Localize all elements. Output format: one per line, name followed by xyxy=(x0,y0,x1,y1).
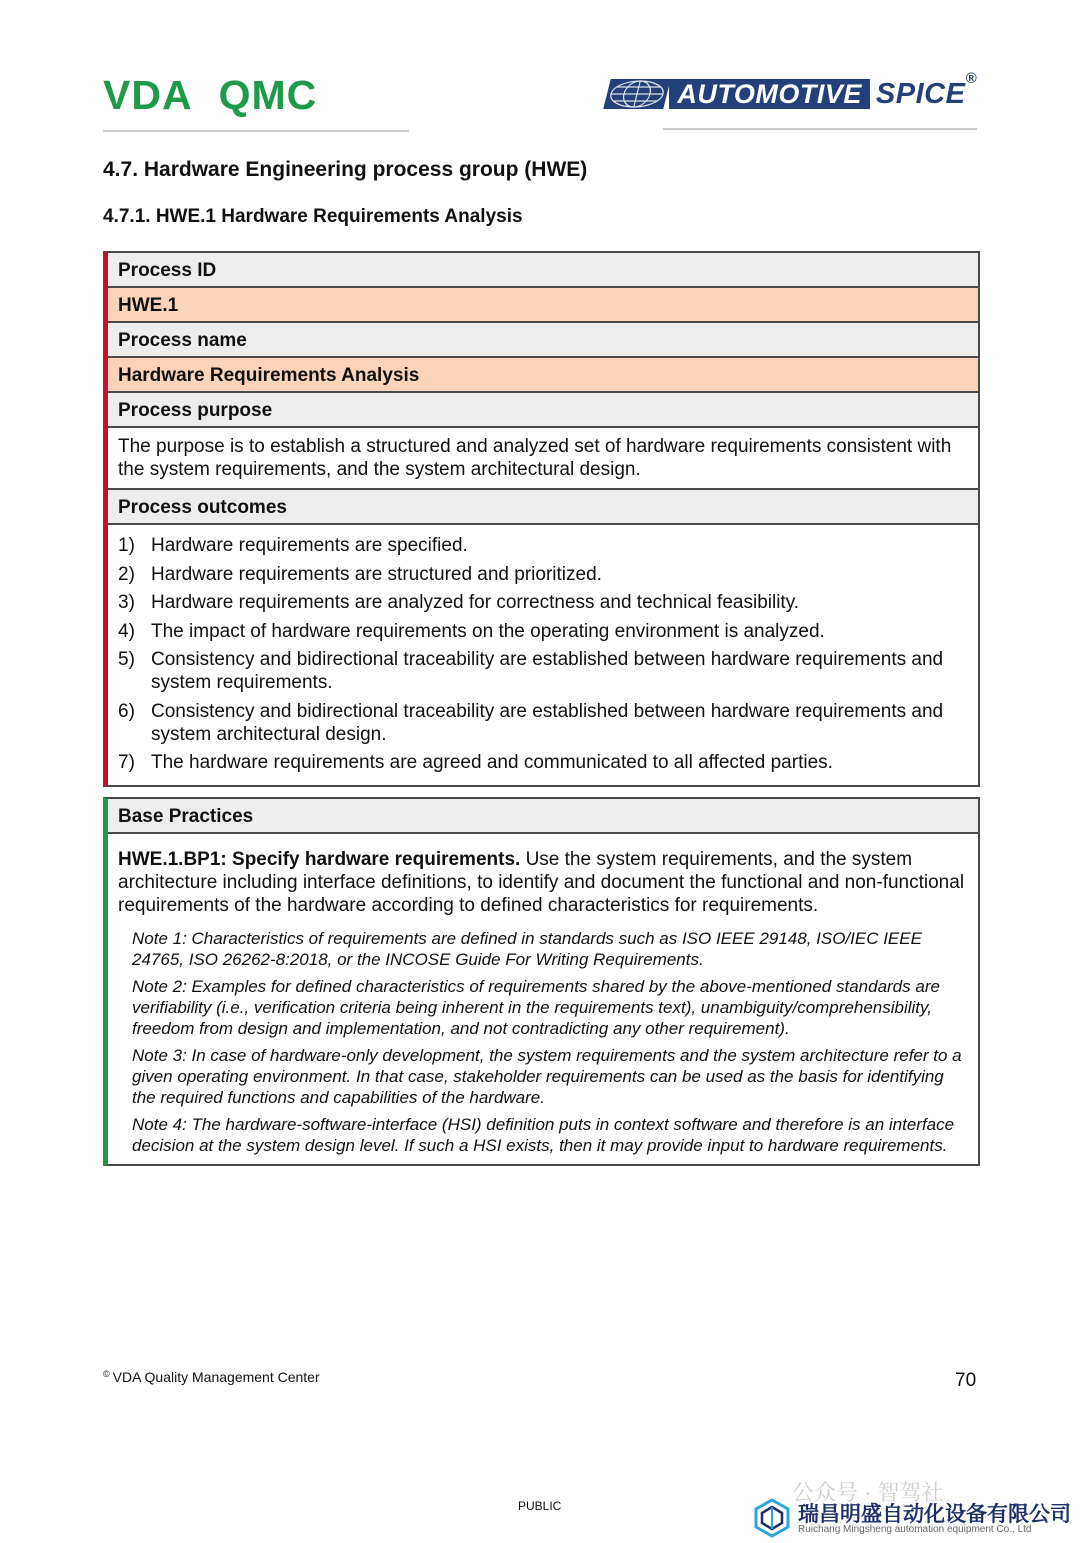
list-item xyxy=(118,700,968,746)
bp1-text: Use the system requirements, and the system architecture including interface definitions, to identify and document the functional and non-functional requirements of the hardware according to defined characteristics for requirements. xyxy=(118,849,965,916)
header-rule-left xyxy=(103,130,409,132)
outcomes-list xyxy=(118,525,968,785)
aspice-spice-text: SPICE® xyxy=(875,69,977,110)
outcome-text: The hardware requirements are agreed and communicated to all affected parties. xyxy=(151,752,833,773)
process-outcomes-cell xyxy=(108,525,978,785)
copyright-text: VDA Quality Management Center xyxy=(112,1369,320,1385)
aspice-automotive-text: AUTOMOTIVE xyxy=(669,79,870,109)
base-practices-table xyxy=(103,797,980,1166)
process-purpose-text: The purpose is to establish a structured and analyzed set of hardware requirements consistent with the system requirements, and the system architectural design. xyxy=(108,428,978,490)
process-table xyxy=(103,251,980,787)
list-item xyxy=(118,620,968,643)
header-rule-right xyxy=(663,128,977,130)
outcome-number: 4) xyxy=(118,620,135,642)
process-id-label: Process ID xyxy=(108,253,978,288)
list-item xyxy=(118,534,968,557)
page-header xyxy=(103,70,977,132)
vda-qmc-logo xyxy=(103,72,317,119)
process-id-value: HWE.1 xyxy=(108,288,978,323)
process-outcomes-label: Process outcomes xyxy=(108,490,978,525)
outcome-number: 6) xyxy=(118,700,135,722)
outcome-text: Hardware requirements are specified. xyxy=(151,535,468,556)
outcome-text: Hardware requirements are analyzed for correctness and technical feasibility. xyxy=(151,592,800,613)
list-item xyxy=(118,648,968,694)
company-watermark xyxy=(754,1498,1080,1542)
list-item xyxy=(118,563,968,586)
vda-text: VDA xyxy=(103,72,193,118)
bp1-paragraph xyxy=(118,834,968,917)
outcome-number: 5) xyxy=(118,649,135,670)
process-name-label: Process name xyxy=(108,323,978,358)
automotive-spice-logo xyxy=(607,69,977,110)
bp1-title: HWE.1.BP1: Specify hardware requirements. xyxy=(118,849,521,870)
note-3: Note 3: In case of hardware-only development, the system requirements and the system architecture refer to a given operating environment. In that case, stakeholder requirements can be used as the basis for identifying the required functions and capabilities of the hardware. xyxy=(132,1046,962,1107)
company-logo-icon xyxy=(754,1498,790,1538)
bp1-notes xyxy=(118,917,968,1164)
list-item xyxy=(118,751,968,774)
copyright-symbol: © xyxy=(103,1369,110,1379)
page-number: 70 xyxy=(955,1370,977,1391)
list-item xyxy=(118,591,968,614)
process-name-value: Hardware Requirements Analysis xyxy=(108,358,978,393)
outcome-number: 2) xyxy=(118,563,135,585)
outcome-number: 1) xyxy=(118,535,135,556)
globe-icon xyxy=(604,79,671,109)
note-1: Note 1: Characteristics of requirements are defined in standards such as ISO IEEE 29148, ISO/IEC IEEE 24765, ISO 26262-8:2018, or the INCOSE Guide For Writing Requirements. xyxy=(132,929,922,969)
note-2: Note 2: Examples for defined characteristics of requirements shared by the above-mentioned standards are verifiability (i.e., verification criteria being inherent in the requirements text), unambiguity/comprehensibility, freedom from design and implementation, and not contradicting any other requirement). xyxy=(132,977,940,1038)
section-title: 4.7. Hardware Engineering process group (HWE) xyxy=(103,158,588,181)
outcome-number: 3) xyxy=(118,592,135,613)
footer-copyright xyxy=(103,1369,320,1385)
base-practices-cell xyxy=(108,834,978,1164)
subsection-title: 4.7.1. HWE.1 Hardware Requirements Analysis xyxy=(103,206,523,227)
outcome-text: The impact of hardware requirements on the operating environment is analyzed. xyxy=(151,620,825,642)
base-practices-label: Base Practices xyxy=(108,799,978,834)
process-purpose-label: Process purpose xyxy=(108,393,978,428)
classification-label: PUBLIC xyxy=(518,1499,562,1513)
outcome-text: Consistency and bidirectional traceability are established between hardware requirements and system requirements. xyxy=(151,649,944,693)
qmc-text: QMC xyxy=(218,72,318,118)
outcome-text: Hardware requirements are structured and prioritized. xyxy=(151,563,602,585)
watermark-text: 公众号 · 智驾社 xyxy=(792,1480,944,1505)
outcome-text: Consistency and bidirectional traceability are established between hardware requirements and system architectural design. xyxy=(151,700,944,745)
outcome-number: 7) xyxy=(118,752,135,773)
note-4: Note 4: The hardware-software-interface (HSI) definition puts in context software and therefore is an interface decision at the system design level. If such a HSI exists, then it may provide input to hardware requirements. xyxy=(132,1115,955,1155)
company-name-cn: 瑞昌明盛自动化设备有限公司 xyxy=(798,1503,1071,1526)
company-name-en: Ruichang Mingsheng automation equipment Co., Ltd xyxy=(798,1524,1032,1535)
